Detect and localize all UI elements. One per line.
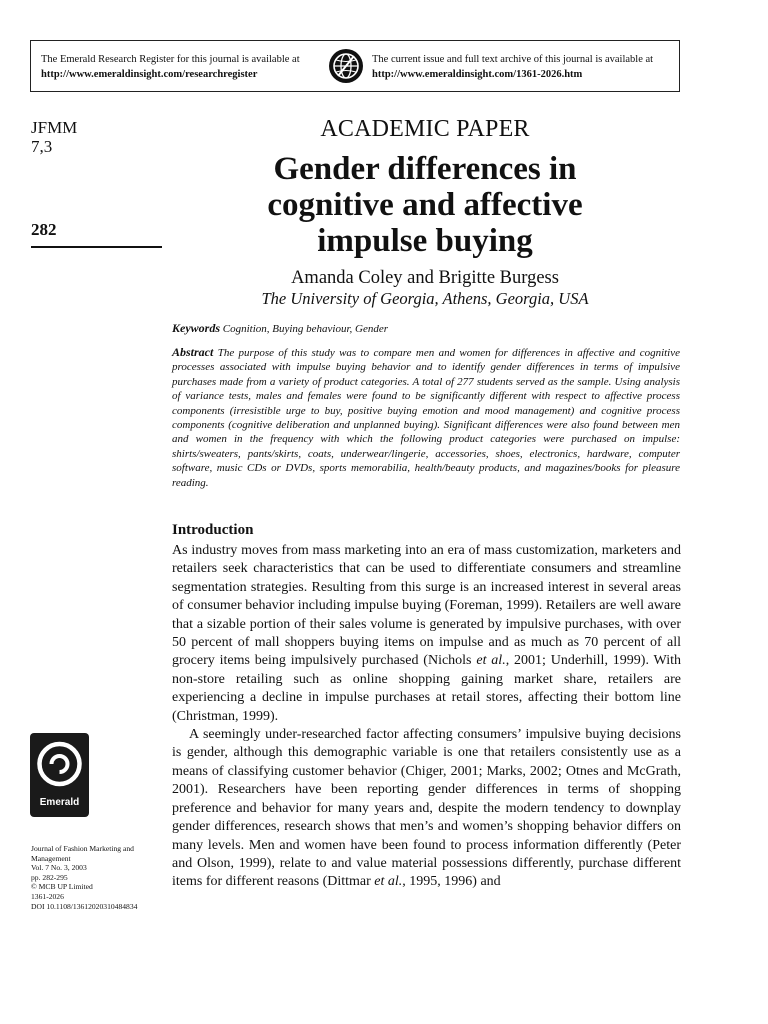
abstract-text: The purpose of this study was to compare men and women for differences in affective and cognitive processes associated with impulse buying behavior and to identify gender differences in terms of impulsive purchases made from a variety of product categories. A total of 277 students served as the sample. Using analysis of variance tests, males and females were found to be significantly different with respect to affective process components (irresistible urge to buy, positive buying emotion and mood management) and cognitive process components (cognitive deliberation and unplanned buying). Significant differences were also found between men and women in the frequency with which the following product categories were purchased on impulse: shirts/sweaters, pants/skirts, coats, underwear/lingerie, accessories, shoes, electronics, hardware, computer software, music CDs or DVDs, sports memorabilia, health/beauty products, and magazines/books for pleasure reading. — [172, 347, 681, 489]
keywords-text: Cognition, Buying behaviour, Gender — [222, 323, 389, 335]
journal-availability-banner — [30, 40, 680, 92]
archive-link[interactable]: http://www.emeraldinsight.com/1361-2026.htm — [372, 69, 583, 80]
title-line: cognitive and affective — [267, 187, 583, 223]
citation-line: DOI 10.1108/13612020310484834 — [31, 901, 138, 911]
paragraph — [172, 542, 681, 726]
title-line: Gender differences in — [273, 151, 577, 187]
emerald-logo-text: Emerald — [39, 797, 80, 808]
paragraph — [172, 726, 681, 892]
paragraph-text: As industry moves from mass marketing into an era of mass customization, marketers and retailers seek characteristics that can be used to differentiate consumers and streamline segmentation strategies. Resulting from this surge is an increased interest in several areas of consumer behavior including impulse buying (Foreman, 1999). Retailers are well aware that a sizable portion of their sales volume is generated by impulsive purchases, with over 50 percent of mall shoppers buying items on impulse and as much as 70 percent of all grocery items being impulsively purchased (Nichols — [172, 543, 681, 669]
section-label: ACADEMIC PAPER — [320, 116, 530, 142]
keywords — [172, 321, 682, 336]
citation-line: pp. 282-295 — [31, 872, 68, 882]
paragraph-text: A seemingly under-researched factor affecting consumers’ impulsive buying decisions is gender, although this demographic variable is one that retailers consistently use as a means of classifying customer behavior (Chiger, 2001; Marks, 2002; Otnes and McGrath, 2001). Researchers have been reporting gender differences in terms of shopping preference and behavior for many years and, despite the modern tendency to downplay gender differences, research shows that men’s and women’s shopping behavior differs on many levels. Men and women have been found to process information differently (Peter and Olson, 1999), relate to and value material possessions differently, purchase different items for different reasons (Dittmar — [172, 727, 681, 890]
research-register-notice — [41, 52, 300, 82]
citation-details — [31, 844, 161, 911]
introduction-heading: Introduction — [172, 522, 254, 538]
globe-icon — [328, 48, 364, 84]
title-line: impulse buying — [317, 223, 533, 259]
research-register-text: The Emerald Research Register for this journal is available at — [41, 54, 300, 65]
research-register-link[interactable]: http://www.emeraldinsight.com/researchregister — [41, 69, 258, 80]
citation-line: Journal of Fashion Marketing and — [31, 844, 134, 853]
citation-line: Vol. 7 No. 3, 2003 — [31, 863, 87, 873]
authors: Amanda Coley and Brigitte Burgess — [291, 268, 559, 288]
paragraph-text: , 1995, 1996) and — [402, 874, 501, 890]
citation-line: 1361-2026 — [31, 891, 64, 901]
emerald-logo — [30, 733, 89, 817]
citation-line: © MCB UP Limited — [31, 882, 93, 892]
paper-title — [170, 151, 680, 259]
introduction-body — [172, 542, 681, 892]
emerald-e-icon — [30, 733, 89, 795]
journal-code — [31, 118, 77, 156]
abstract-label: Abstract — [172, 345, 214, 359]
et-al: et al. — [476, 653, 506, 669]
volume-issue: 7,3 — [31, 137, 53, 156]
keywords-label: Keywords — [172, 321, 220, 335]
page-number: 282 — [31, 220, 57, 239]
full-text-archive-notice — [372, 52, 653, 82]
archive-text: The current issue and full text archive of this journal is available at — [372, 54, 654, 65]
journal-abbreviation: JFMM — [31, 118, 78, 137]
citation-line: Management — [31, 853, 71, 863]
affiliation: The University of Georgia, Athens, Georgia, USA — [261, 289, 589, 308]
paragraph-text: , 2001; Underhill, 1999). With non-store retailing such as online shopping gaining market share, retailers are experiencing a decline in impulse purchases at retail stores, affecting their bottom line (Christman, 1999). — [172, 653, 681, 724]
page-number-rule — [31, 246, 162, 248]
et-al: et al. — [374, 874, 403, 890]
title-block — [170, 114, 680, 309]
abstract — [172, 345, 680, 490]
